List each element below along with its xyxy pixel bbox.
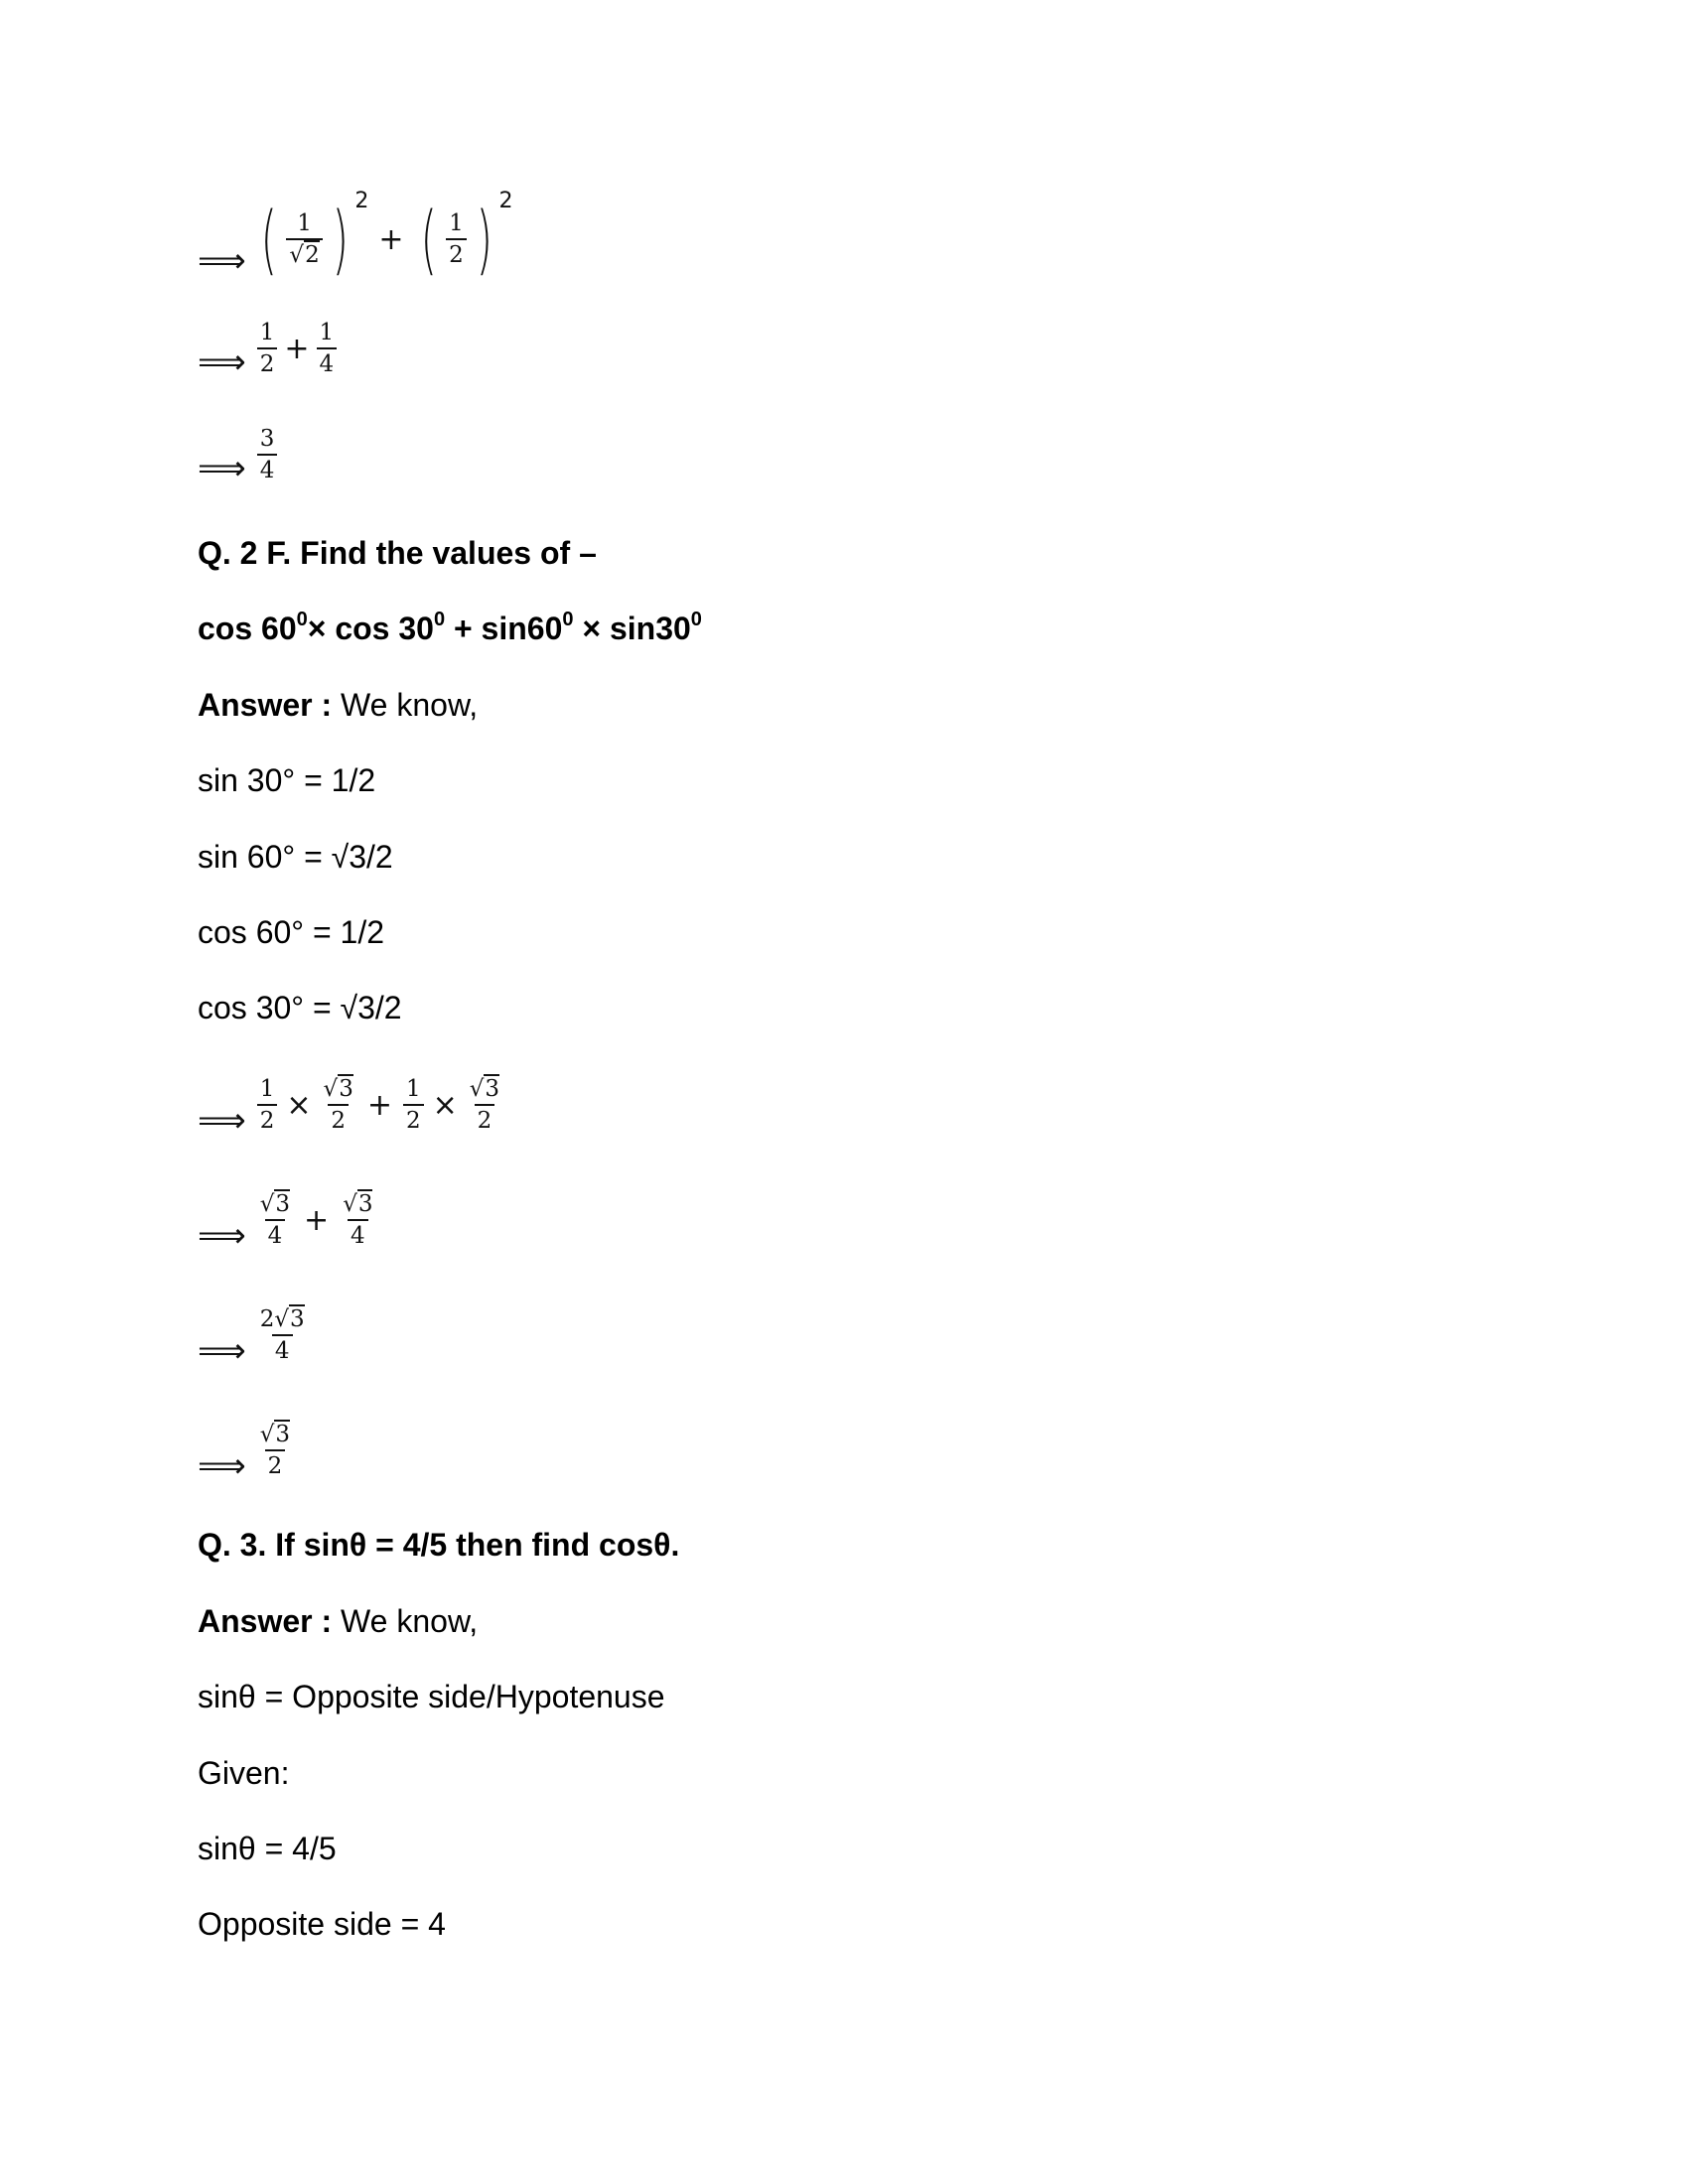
math-step-squares	[198, 189, 513, 284]
implies-arrow: ⟹	[198, 342, 246, 382]
numerator: 1	[319, 320, 335, 345]
radicand: 3	[339, 1076, 353, 1102]
numerator	[321, 1076, 356, 1104]
denominator: 4	[272, 1334, 293, 1364]
question-3-title: Q. 3. If sinθ = 4/5 then find cosθ.	[198, 1527, 680, 1563]
left-paren: (	[420, 195, 437, 283]
implies-arrow: ⟹	[198, 241, 246, 281]
radicand: 3	[275, 1191, 291, 1217]
expr-part: × sin30	[573, 611, 691, 646]
denominator: 2	[257, 347, 278, 377]
fraction	[286, 210, 322, 268]
radicand: 3	[357, 1191, 373, 1217]
answer-line-q3	[198, 1601, 478, 1641]
denominator: 2	[265, 1449, 286, 1479]
coefficient: 2	[259, 1306, 275, 1332]
exponent: 2	[354, 189, 369, 213]
fraction	[257, 1076, 278, 1134]
plus-operator: +	[284, 331, 310, 366]
numerator: 1	[405, 1076, 421, 1102]
numerator: 1	[259, 1076, 275, 1102]
math-step-sum-roots	[198, 1185, 378, 1255]
sqrt-symbol: √	[323, 1076, 339, 1102]
fraction	[321, 1076, 356, 1134]
denominator: 2	[475, 1104, 495, 1134]
denominator: 4	[348, 1219, 368, 1249]
fraction	[467, 1076, 502, 1134]
numerator	[257, 1306, 308, 1334]
denominator: 4	[257, 454, 278, 483]
plus-operator: +	[378, 221, 404, 257]
given-label: Given:	[198, 1755, 290, 1791]
opposite-side-value: Opposite side = 4	[198, 1906, 446, 1942]
degree-superscript: 0	[296, 609, 308, 630]
radicand: 3	[485, 1076, 500, 1102]
fraction	[257, 1191, 293, 1249]
expr-part: + sin60	[445, 611, 563, 646]
numerator: 3	[259, 426, 275, 452]
denominator: 2	[328, 1104, 349, 1134]
fraction	[257, 320, 278, 377]
numerator: 1	[449, 210, 464, 236]
answer-line-q2f	[198, 685, 478, 725]
numerator	[257, 1191, 293, 1219]
implies-arrow: ⟹	[198, 449, 246, 488]
denominator: 4	[317, 347, 338, 377]
radicand: 3	[275, 1422, 291, 1447]
sqrt-symbol: √	[469, 1076, 485, 1102]
sqrt-symbol: √	[343, 1191, 357, 1217]
math-step-sum	[198, 316, 340, 381]
math-step-products	[198, 1070, 505, 1140]
denominator: 2	[257, 1104, 278, 1134]
fraction	[340, 1191, 375, 1249]
sqrt-symbol: √	[259, 1422, 275, 1447]
numerator: 1	[259, 320, 275, 345]
degree-superscript: 0	[690, 609, 702, 630]
numerator	[340, 1191, 375, 1219]
fact-sin30: sin 30° = 1/2	[198, 762, 376, 798]
fact-cos60: cos 60° = 1/2	[198, 914, 385, 950]
denominator	[286, 238, 322, 268]
fraction	[257, 426, 278, 483]
right-paren: )	[476, 195, 492, 283]
given-sine-value: sinθ = 4/5	[198, 1831, 337, 1866]
question-2f-title: Q. 2 F. Find the values of –	[198, 535, 597, 571]
exponent: 2	[498, 189, 513, 213]
implies-arrow: ⟹	[198, 1446, 246, 1486]
math-step-result	[198, 422, 280, 487]
answer-label: Answer :	[198, 1603, 333, 1639]
fraction	[257, 1422, 293, 1479]
times-operator: ×	[286, 1087, 312, 1123]
answer-label: Answer :	[198, 687, 333, 723]
times-operator: ×	[432, 1087, 458, 1123]
answer-intro: We know,	[332, 687, 479, 723]
radicand: 2	[305, 242, 320, 268]
denominator: 2	[446, 238, 467, 268]
sqrt-symbol: √	[289, 242, 305, 268]
fact-sin60: sin 60° = √3/2	[198, 839, 393, 875]
fraction	[403, 1076, 424, 1134]
sqrt-symbol: √	[259, 1191, 275, 1217]
expr-part: cos 60	[198, 611, 297, 646]
sqrt-symbol: √	[274, 1306, 290, 1332]
numerator	[257, 1422, 293, 1449]
implies-arrow: ⟹	[198, 1216, 246, 1256]
question-2f-expression	[198, 609, 702, 648]
numerator	[467, 1076, 502, 1104]
math-step-combined	[198, 1300, 311, 1370]
expr-part: × cos 30	[307, 611, 434, 646]
plus-operator: +	[304, 1202, 330, 1238]
right-paren: )	[332, 195, 349, 283]
fraction	[317, 320, 338, 377]
plus-operator: +	[366, 1087, 392, 1123]
denominator: 4	[265, 1219, 286, 1249]
answer-intro: We know,	[332, 1603, 479, 1639]
degree-superscript: 0	[562, 609, 574, 630]
math-step-final	[198, 1416, 296, 1485]
degree-superscript: 0	[433, 609, 446, 630]
numerator: 1	[297, 210, 312, 236]
fact-cos30: cos 30° = √3/2	[198, 990, 402, 1025]
denominator: 2	[403, 1104, 424, 1134]
sine-definition: sinθ = Opposite side/Hypotenuse	[198, 1679, 665, 1714]
implies-arrow: ⟹	[198, 1101, 246, 1141]
left-paren: (	[260, 195, 277, 283]
radicand: 3	[290, 1306, 305, 1332]
fraction	[257, 1306, 308, 1364]
fraction	[446, 210, 467, 268]
implies-arrow: ⟹	[198, 1331, 246, 1371]
